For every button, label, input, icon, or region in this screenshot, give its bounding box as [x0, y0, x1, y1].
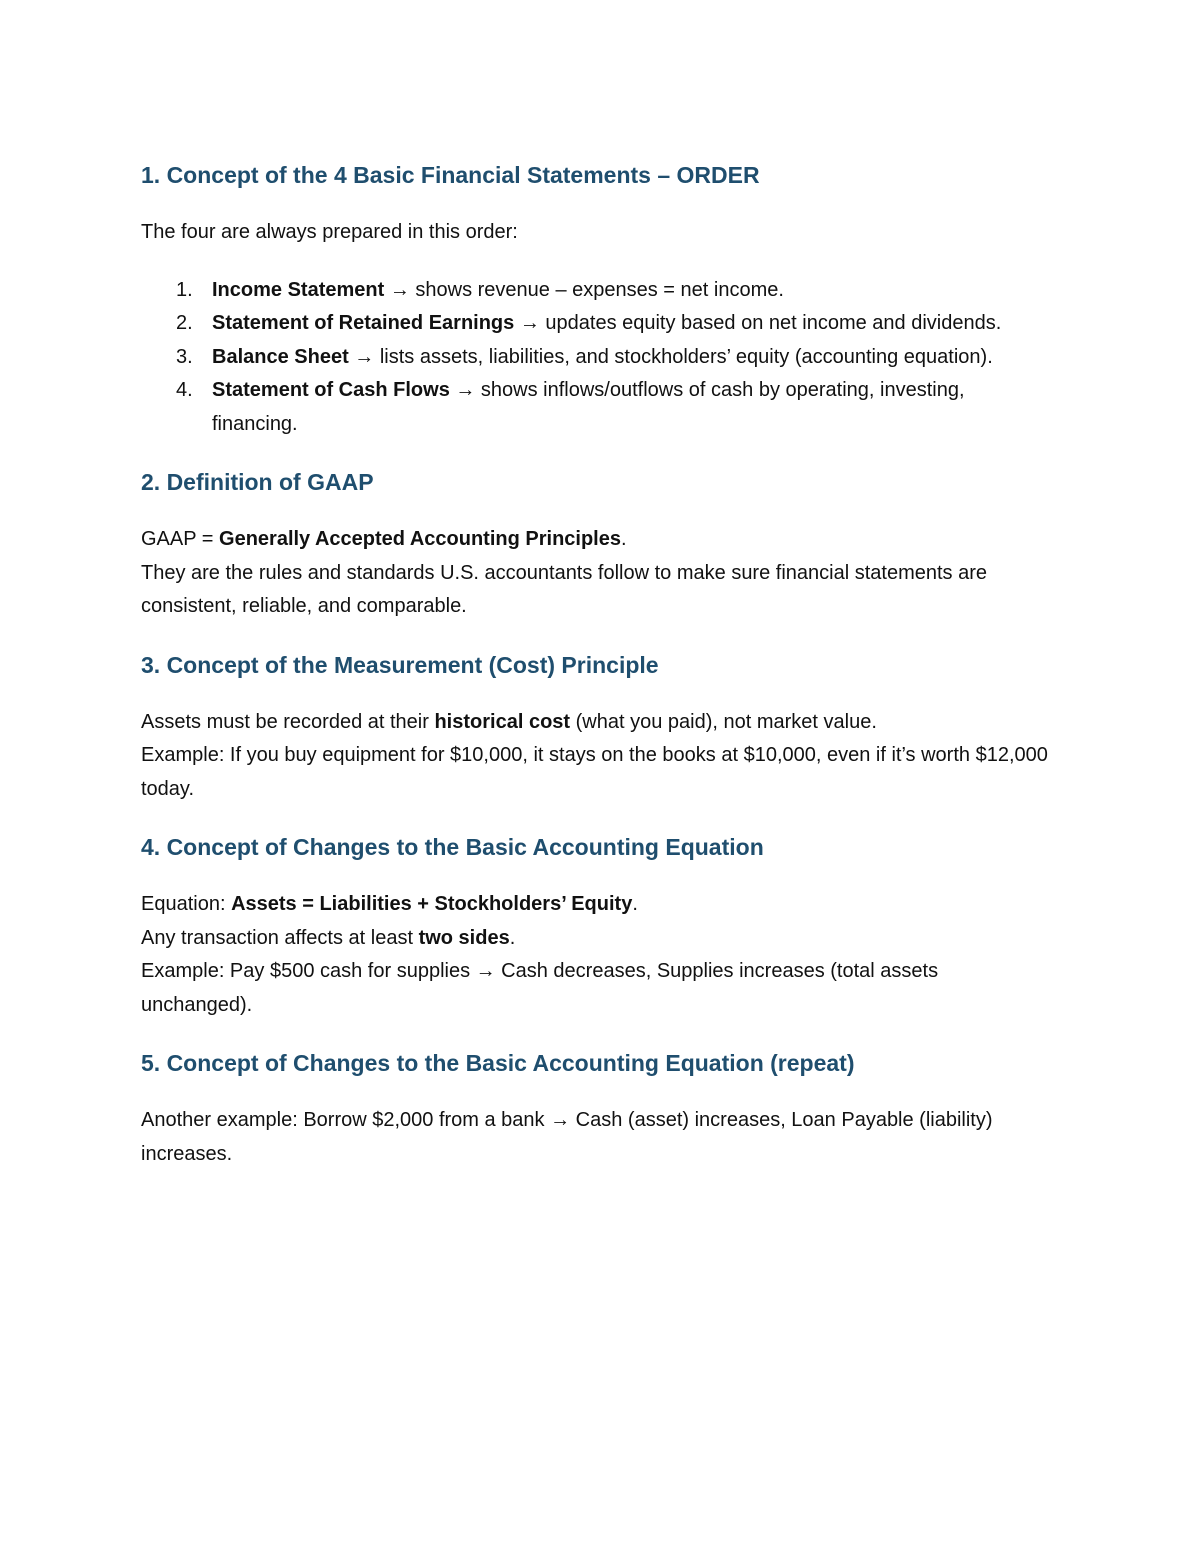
gaap-term: Generally Accepted Accounting Principles — [219, 528, 621, 550]
list-item-number: 4. — [176, 379, 193, 401]
list-item — [141, 341, 1051, 375]
list-item-text: → updates equity based on net income and dividends. — [514, 312, 1002, 334]
section-5-body: Another example: Borrow $2,000 from a bank → Cash (asset) increases, Loan Payable (liability) increases. — [141, 1109, 993, 1165]
gaap-suffix: . — [620, 528, 627, 550]
equation-prefix: Equation: — [141, 893, 232, 915]
equation-term: Assets = Liabilities + Stockholders’ Equity — [231, 893, 633, 915]
list-item-number: 2. — [176, 312, 193, 334]
section-3-body — [141, 706, 1051, 807]
financial-statements-list — [141, 274, 1051, 442]
section-5-heading: 5. Concept of Changes to the Basic Accounting Equation (repeat) — [141, 1050, 855, 1076]
equation-suffix: . — [632, 893, 638, 915]
transaction-term: two sides — [418, 926, 510, 949]
equation-example: Example: Pay $500 cash for supplies → Cash decreases, Supplies increases (total assets unchanged). — [141, 960, 939, 1016]
cost-principle-suffix: (what you paid), not market value. — [570, 710, 877, 733]
list-item-number: 3. — [176, 345, 193, 368]
list-item — [141, 274, 1051, 308]
transaction-suffix: . — [509, 926, 516, 949]
list-item-text: → shows revenue – expenses = net income. — [384, 278, 784, 301]
section-4-body — [141, 888, 1051, 1022]
list-item-term: Balance Sheet — [212, 345, 349, 368]
section-3-heading: 3. Concept of the Measurement (Cost) Principle — [141, 651, 659, 678]
section-2-body — [141, 523, 1051, 624]
cost-principle-term: historical cost — [434, 710, 571, 733]
section-1-intro: The four are always prepared in this order: — [141, 221, 518, 243]
list-item — [141, 307, 1051, 341]
list-item-text: → shows inflows/outflows of cash by operating, investing, financing. — [212, 379, 965, 435]
transaction-prefix: Any transaction affects at least — [141, 926, 419, 949]
document-page — [141, 158, 1051, 1171]
section-4-heading: 4. Concept of Changes to the Basic Accounting Equation — [141, 834, 764, 860]
list-item-term: Statement of Cash Flows — [212, 379, 450, 401]
section-2-heading: 2. Definition of GAAP — [141, 469, 374, 495]
cost-principle-prefix: Assets must be recorded at their — [141, 710, 435, 733]
cost-principle-example: Example: If you buy equipment for $10,000, it stays on the books at $10,000, even if it’s worth $12,000 today. — [141, 744, 1048, 800]
gaap-prefix: GAAP = — [141, 528, 220, 550]
gaap-explanation: They are the rules and standards U.S. accountants follow to make sure financial statements are consistent, reliable, and comparable. — [141, 561, 987, 617]
section-1-heading: 1. Concept of the 4 Basic Financial Statements – ORDER — [141, 162, 760, 188]
list-item-term: Statement of Retained Earnings — [212, 312, 515, 334]
list-item-term: Income Statement — [212, 278, 385, 301]
list-item-text: → lists assets, liabilities, and stockholders’ equity (accounting equation). — [348, 345, 993, 368]
list-item-number: 1. — [176, 278, 193, 301]
list-item — [141, 374, 1051, 441]
